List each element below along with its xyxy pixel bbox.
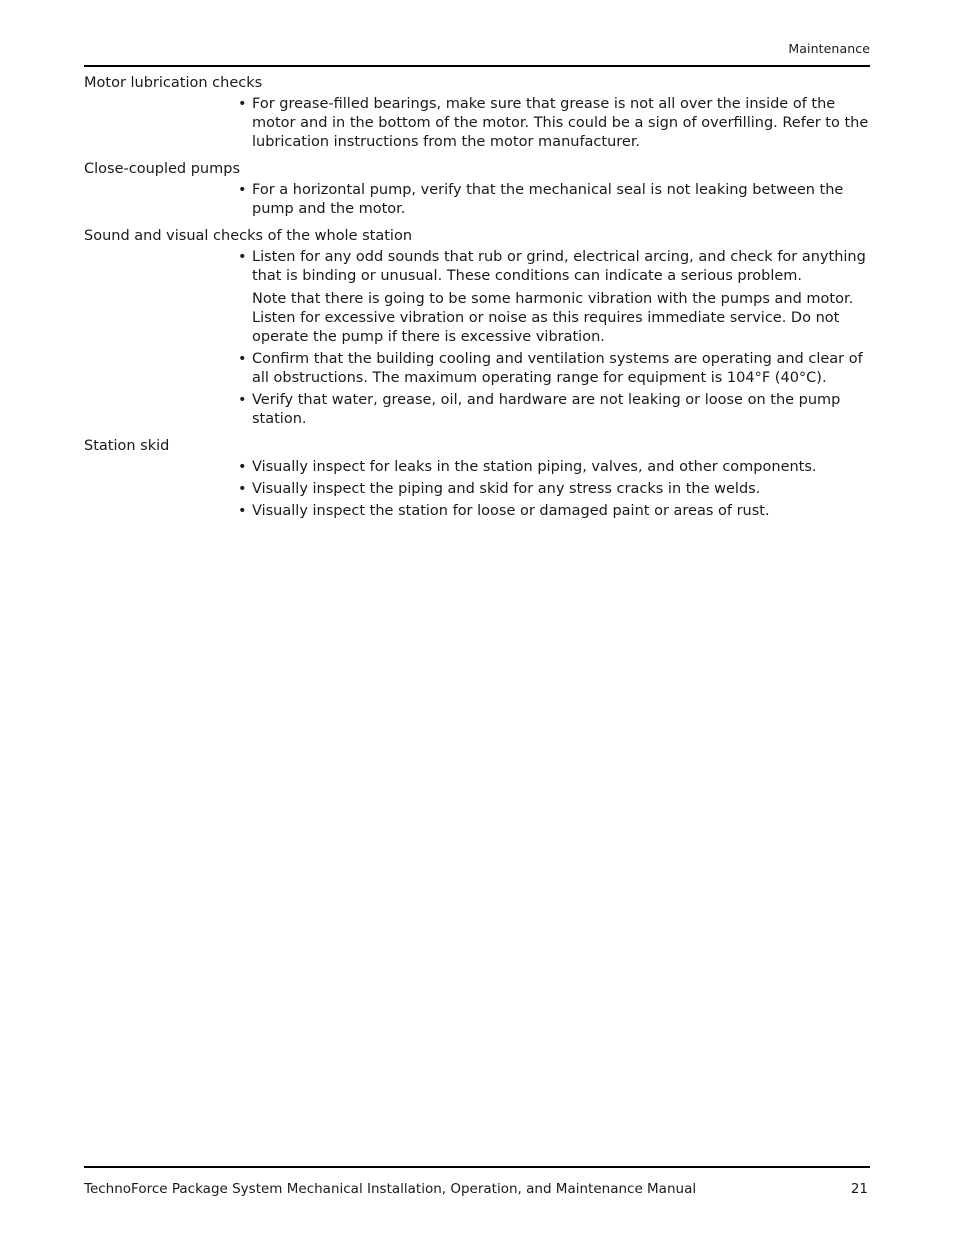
list-item — [238, 502, 870, 521]
footer-document-title: TechnoForce Package System Mechanical Installation, Operation, and Maintenance Manual — [84, 1181, 697, 1197]
section-heading-station-skid: Station skid — [84, 438, 170, 454]
list-item — [238, 95, 870, 152]
bullet-list-close-coupled-pumps — [84, 181, 870, 219]
page-header — [84, 40, 870, 67]
page-content — [84, 74, 870, 529]
list-item — [238, 480, 870, 499]
bullet-list-motor-lubrication — [84, 95, 870, 152]
list-item — [238, 458, 870, 477]
running-head: Maintenance — [788, 41, 870, 56]
list-item-text: Listen for any odd sounds that rub or grind, electrical arcing, and check for anything that is binding or unusual. These conditions can indicate a serious problem. — [252, 249, 866, 284]
list-item-text: For a horizontal pump, verify that the mechanical seal is not leaking between the pump and the motor. — [252, 182, 844, 217]
section-heading-sound-visual-checks: Sound and visual checks of the whole station — [84, 228, 413, 244]
section-heading-close-coupled-pumps: Close-coupled pumps — [84, 161, 241, 177]
bullet-icon: • — [238, 459, 247, 475]
page-number: 21 — [850, 1181, 868, 1197]
list-item-text: Visually inspect the piping and skid for any stress cracks in the welds. — [252, 481, 761, 497]
bullet-icon: • — [238, 182, 247, 198]
list-item-text: Visually inspect the station for loose or damaged paint or areas of rust. — [252, 503, 770, 519]
list-item-text: Confirm that the building cooling and ventilation systems are operating and clear of all obstructions. The maximum operating range for equipment is 104°F (40°C). — [252, 351, 863, 386]
bullet-list-sound-visual-checks — [84, 248, 870, 429]
list-item — [238, 350, 870, 388]
list-item-text: Visually inspect for leaks in the station piping, valves, and other components. — [252, 459, 817, 475]
list-item-note: Note that there is going to be some harmonic vibration with the pumps and motor. Listen for excessive vibration or noise as this requires immediate service. Do not operate the pump if there is excessive vibration. — [252, 291, 854, 345]
list-item — [238, 248, 870, 347]
page-footer — [84, 1166, 870, 1208]
bullet-icon: • — [238, 96, 247, 112]
list-item — [238, 181, 870, 219]
bullet-icon: • — [238, 392, 247, 408]
bullet-icon: • — [238, 351, 247, 367]
list-item-text: For grease-filled bearings, make sure that grease is not all over the inside of the motor and in the bottom of the motor. This could be a sign of overfilling. Refer to the lubrication instructions from the motor manufacturer. — [252, 96, 869, 150]
bullet-list-station-skid — [84, 458, 870, 521]
bullet-icon: • — [238, 481, 247, 497]
list-item — [238, 391, 870, 429]
bullet-icon: • — [238, 503, 247, 519]
bullet-icon: • — [238, 249, 247, 265]
list-item-text: Verify that water, grease, oil, and hardware are not leaking or loose on the pump station. — [252, 392, 841, 427]
section-heading-motor-lubrication: Motor lubrication checks — [84, 75, 263, 91]
